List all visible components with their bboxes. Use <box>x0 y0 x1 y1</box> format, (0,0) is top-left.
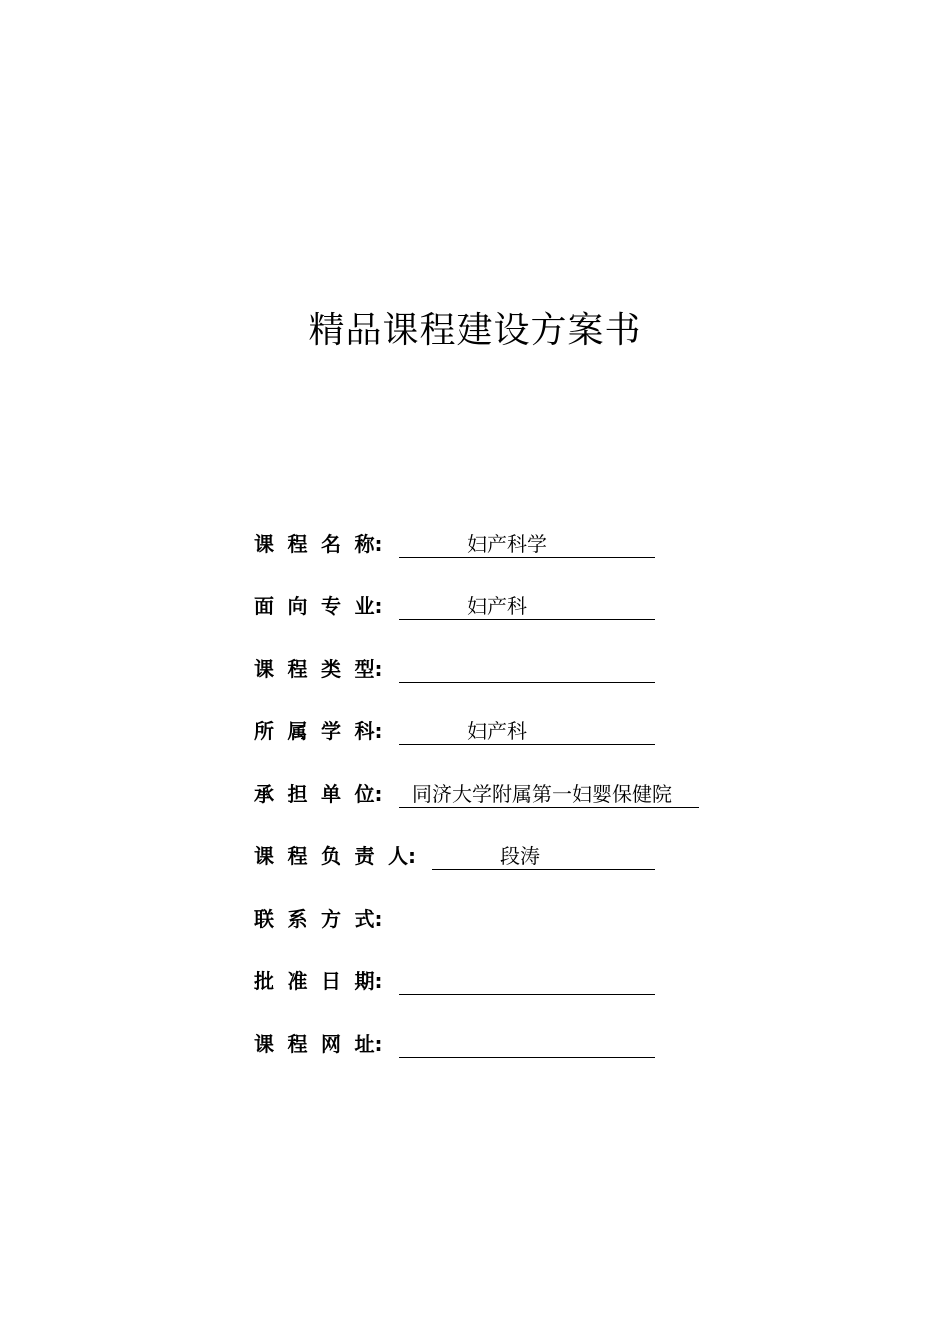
field-underline <box>399 716 655 745</box>
document-title: 精品课程建设方案书 <box>308 310 642 351</box>
label-char: 位 <box>354 782 375 806</box>
label-char: 专 <box>321 594 341 618</box>
label-char: 担 <box>287 782 308 806</box>
field-label: 所 属 学 科: <box>254 716 383 746</box>
label-char: 期 <box>354 969 375 993</box>
label-char: 科 <box>354 719 375 743</box>
field-value: 同济大学附属第一妇婴保健院 <box>412 782 672 806</box>
label-char: 方 <box>321 907 341 931</box>
label-char: 准 <box>287 969 308 993</box>
label-char: 程 <box>287 532 308 556</box>
field-value: 妇产科学 <box>467 532 547 556</box>
label-char: 课 <box>254 844 274 868</box>
label-char: 批 <box>254 969 274 993</box>
label-char: 课 <box>254 532 274 556</box>
label-char: 程 <box>287 844 308 868</box>
field-underline <box>432 841 655 870</box>
label-char: 址 <box>354 1032 375 1056</box>
label-char: 式 <box>354 907 375 931</box>
label-char: 课 <box>254 657 274 681</box>
label-char: 承 <box>254 782 274 806</box>
label-char: 系 <box>287 907 308 931</box>
field-underline <box>399 966 655 995</box>
label-char: 型 <box>354 657 375 681</box>
field-underline <box>399 591 655 620</box>
label-char: 所 <box>254 719 274 743</box>
label-char: 称 <box>354 532 375 556</box>
label-char: 属 <box>287 719 308 743</box>
label-char: 学 <box>321 719 341 743</box>
field-value: 段涛 <box>500 844 540 868</box>
field-label: 课 程 负 责 人: <box>254 841 416 871</box>
label-char: 类 <box>321 657 341 681</box>
field-label: 课 程 类 型: <box>254 654 383 684</box>
field-value: 妇产科 <box>467 719 527 743</box>
field-value: 妇产科 <box>467 594 527 618</box>
field-underline <box>399 1029 655 1058</box>
label-char: 业 <box>354 594 375 618</box>
label-char: 单 <box>321 782 341 806</box>
field-label: 面 向 专 业: <box>254 591 383 621</box>
field-label: 承 担 单 位: <box>254 779 383 809</box>
field-label: 课 程 网 址: <box>254 1029 383 1059</box>
label-char: 责 <box>354 844 375 868</box>
label-char: 面 <box>254 594 274 618</box>
label-char: 人 <box>388 844 408 868</box>
label-char: 负 <box>321 844 341 868</box>
label-char: 日 <box>321 969 341 993</box>
label-char: 网 <box>321 1032 341 1056</box>
label-char: 联 <box>254 907 274 931</box>
label-char: 课 <box>254 1032 274 1056</box>
label-char: 向 <box>287 594 308 618</box>
field-label: 联 系 方 式: <box>254 904 383 934</box>
field-underline <box>399 654 655 683</box>
label-char: 程 <box>287 657 308 681</box>
field-label: 课 程 名 称: <box>254 529 383 559</box>
field-label: 批 准 日 期: <box>254 966 383 996</box>
label-char: 名 <box>321 532 341 556</box>
label-char: 程 <box>287 1032 308 1056</box>
